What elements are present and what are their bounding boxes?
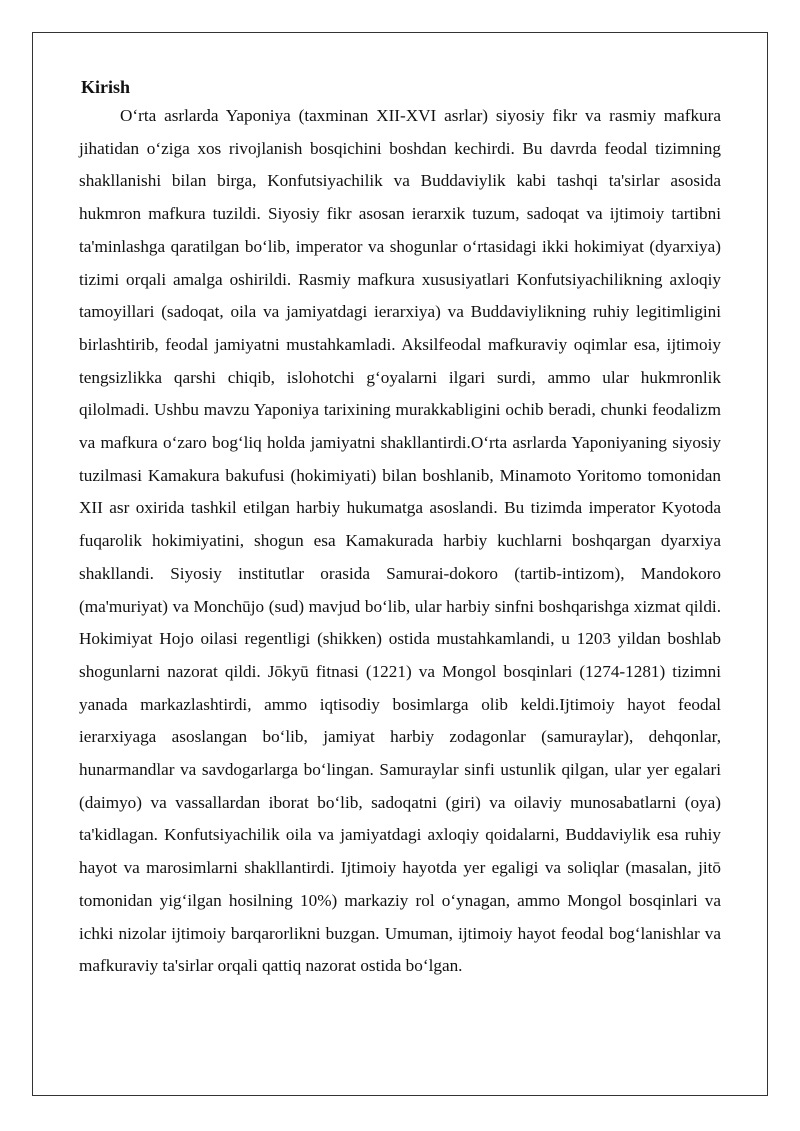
section-heading: Kirish xyxy=(81,77,131,97)
document-body xyxy=(79,75,721,983)
body-paragraph: O‘rta asrlarda Yaponiya (taxminan XII-XVI asrlar) siyosiy fikr va rasmiy mafkura jihatidan o‘ziga xos rivojlanish bosqichini boshdan kechirdi. Bu davrda feodal tizimning shakllanishi bilan birga, Konfutsiyachilik va Buddaviylik kabi tashqi ta'sirlar asosida hukmron mafkura tuzildi. Siyosiy fikr asosan ierarxik tuzum, sadoqat va ijtimoiy tartibni ta'minlashga qaratilgan bo‘lib, imperator va shogunlar o‘rtasidagi ikki hokimiyat (dyarxiya) tizimi orqali amalga oshirildi. Rasmiy mafkura xususiyatlari Konfutsiyachilikning axloqiy tamoyillari (sadoqat, oila va jamiyatdagi ierarxiya) va Buddaviylikning ruhiy legitimligini birlashtirib, feodal jamiyatni mustahkamladi. Aksilfeodal mafkuraviy oqimlar esa, ijtimoiy tengsizlikka qarshi chiqib, islohotchi g‘oyalarni ilgari surdi, ammo ular hukmronlik qilolmadi. Ushbu mavzu Yaponiya tarixining murakkabligini ochib beradi, chunki feodalizm va mafkura o‘zaro bog‘liq holda jamiyatni shakllantirdi.O‘rta asrlarda Yaponiyaning siyosiy tuzilmasi Kamakura bakufusi (hokimiyati) bilan boshlanib, Minamoto Yoritomo tomonidan XII asr oxirida tashkil etilgan harbiy hukumatga asoslandi. Bu tizimda imperator Kyotoda fuqarolik hokimiyatini, shogun esa Kamakurada harbiy kuchlarni boshqargan dyarxiya shakllandi. Siyosiy institutlar orasida Samurai-dokoro (tartib-intizom), Mandokoro (ma'muriyat) va Monchūjo (sud) mavjud bo‘lib, ular harbiy sinfni boshqarishga xizmat qildi. Hokimiyat Hojo oilasi regentligi (shikken) ostida mustahkamlandi, u 1203 yildan boshlab shogunlarni nazorat qildi. Jōkyū fitnasi (1221) va Mongol bosqinlari (1274-1281) tizimni yanada markazlashtirdi, ammo iqtisodiy bosimlarga olib keldi.Ijtimoiy hayot feodal ierarxiyaga asoslangan bo‘lib, jamiyat harbiy zodagonlar (samuraylar), dehqonlar, hunarmandlar va savdogarlarga bo‘lingan. Samuraylar sinfi ustunlik qilgan, ular yer egalari (daimyo) va vassallardan iborat bo‘lib, sadoqatni (giri) va oilaviy munosabatlarni (oya) ta'kidlagan. Konfutsiyachilik oila va jamiyatdagi axloqiy qoidalarni, Buddaviylik esa ruhiy hayot va marosimlarni shakllantirdi. Ijtimoiy hayotda yer egaligi va soliqlar (masalan, jitō tomonidan yig‘ilgan hosilning 10%) markaziy rol o‘ynagan, ammo Mongol bosqinlari va ichki nizolar ijtimoiy barqarorlikni buzgan. Umuman, ijtimoiy hayot feodal bog‘lanishlar va mafkuraviy ta'sirlar orqali qattiq nazorat ostida bo‘lgan. xyxy=(79,106,721,976)
